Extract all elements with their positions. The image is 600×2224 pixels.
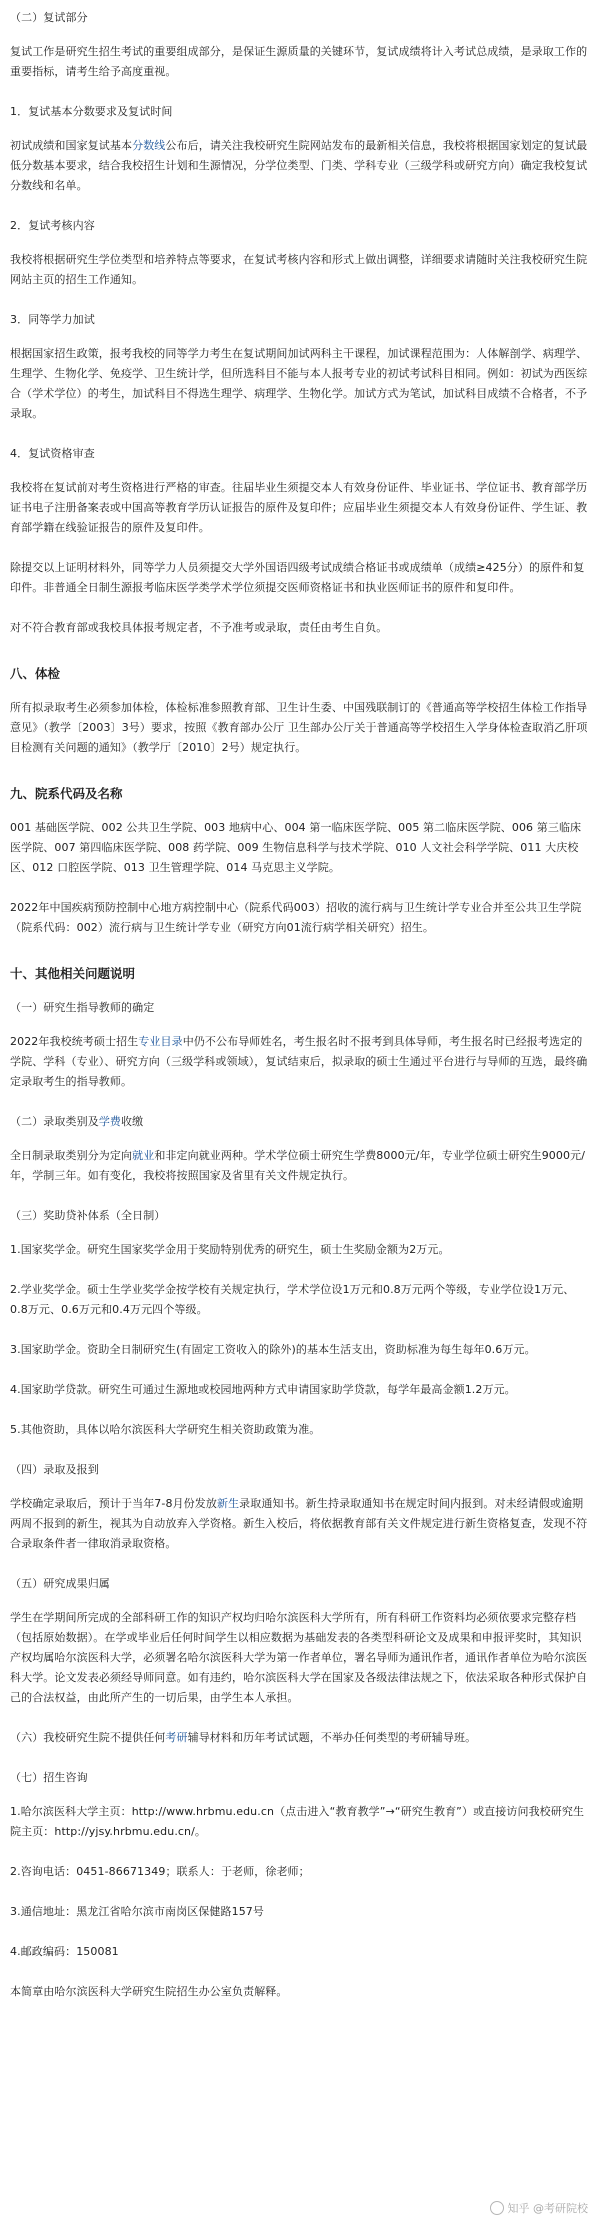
contact-homepage: 1.哈尔滨医科大学主页：http://www.hrbmu.edu.cn（点击进入“教育教学”→“研究生教育”）或直接访问我校研究生院主页：http://yjsy.hrbmu.edu.cn/。 xyxy=(10,1805,585,1838)
watermark-text: 知乎 @考研院校 xyxy=(507,2202,588,2215)
contact-postcode: 4.邮政编码：150081 xyxy=(10,1945,119,1958)
section-10-7-title: （七）招生咨询 xyxy=(10,1771,88,1784)
zhihu-logo-icon xyxy=(490,2201,504,2215)
watermark xyxy=(490,2200,589,2216)
section-10-1-title: （一）研究生指导教师的确定 xyxy=(10,1001,155,1014)
kaoyan-link[interactable]: 考研 xyxy=(165,1731,188,1744)
scholarship-item-1: 1.国家奖学金。研究生国家奖学金用于奖励特别优秀的研究生，硕士生奖励金额为2万元。 xyxy=(10,1243,450,1256)
section-10-4-text: 学校确定录取后，预计于当年7-8月份发放新生录取通知书。新生持录取通知书在规定时间内报到。对未经请假或逾期两周不报到的新生，视其为自动放弃入学资格。新生入校后，将依据教育部有关文件规定进行新生资格复查，发现不符合录取条件者一律取消录取资格。 xyxy=(10,1497,588,1550)
scholarship-item-3: 3.国家助学金。资助全日制研究生(有固定工资收入的除外)的基本生活支出，资助标准为每生每年0.6万元。 xyxy=(10,1343,536,1356)
score-line-link[interactable]: 分数线 xyxy=(132,139,166,152)
section-8-title: 八、体检 xyxy=(10,666,61,681)
footer-note: 本简章由哈尔滨医科大学研究生院招生办公室负责解释。 xyxy=(10,1985,288,1998)
section-10-4-title: （四）录取及报到 xyxy=(10,1463,99,1476)
tuition-link[interactable]: 学费 xyxy=(98,1115,122,1128)
contact-phone: 2.咨询电话：0451-86671349；联系人：于老师，徐老师； xyxy=(10,1865,310,1878)
section-10-2-text: 全日制录取类别分为定向就业和非定向就业两种。学术学位硕士研究生学费8000元/年，专业学位硕士研究生9000元/年，学制三年。如有变化，我校将按照国家及省里有关文件规定执行。 xyxy=(10,1149,586,1182)
section-9-text-2: 2022年中国疾病预防控制中心地方病控制中心（院系代码003）招收的流行病与卫生统计学专业合并至公共卫生学院（院系代码：002）流行病与卫生统计学专业（研究方向01流行病学相关研究）招生。 xyxy=(10,901,582,934)
section-10-title: 十、其他相关问题说明 xyxy=(10,966,136,981)
section-8-text: 所有拟录取考生必须参加体检，体检标准参照教育部、卫生计生委、中国残联制订的《普通高等学校招生体检工作指导意见》（教学〔2003〕3号）要求，按照《教育部办公厅 卫生部办公厅关于普通高等学校招生入学身体检查取消乙肝项目检测有关问题的通知》（教学厅〔2010〕2号）规定执行。 xyxy=(10,701,588,754)
section-2-4-title: 4．复试资格审查 xyxy=(10,447,95,460)
contact-address: 3.通信地址：黑龙江省哈尔滨市南岗区保健路157号 xyxy=(10,1905,264,1918)
section-10-5-title: （五）研究成果归属 xyxy=(10,1577,110,1590)
section-2-title: （二）复试部分 xyxy=(10,11,88,24)
scholarship-item-4: 4.国家助学贷款。研究生可通过生源地或校园地两种方式申请国家助学贷款，每学年最高金额1.2万元。 xyxy=(10,1383,516,1396)
section-10-3-title: （三）奖助贷补体系（全日制） xyxy=(10,1209,166,1222)
new-student-link[interactable]: 新生 xyxy=(216,1497,240,1510)
section-10-2-title: （二）录取类别及学费收缴 xyxy=(10,1115,144,1128)
section-9-title: 九、院系代码及名称 xyxy=(10,786,123,801)
section-10-5-text: 学生在学期间所完成的全部科研工作的知识产权均归哈尔滨医科大学所有，所有科研工作资料均必须依要求完整存档（包括原始数据）。在学或毕业后任何时间学生以相应数据为基础发表的各类型科研论文及成果和申报评奖时，其知识产权均属哈尔滨医科大学，必须署名哈尔滨医科大学为第一作者单位，署名导师为通讯作者，通讯作者单位为哈尔滨医科大学。论文发表必须经导师同意。如有违约，哈尔滨医科大学在国家及各级法律法规之下，依法采取各种形式保护自己的合法权益，由此所产生的一切后果，由学生本人承担。 xyxy=(10,1611,588,1704)
section-9-text-1: 001 基础医学院、002 公共卫生学院、003 地病中心、004 第一临床医学院、005 第二临床医学院、006 第三临床医学院、007 第四临床医学院、008 药学院、009 生物信息科学与技术学院、010 人文社会科学学院、011 大庆校区、012 口腔医学院、013 卫生管理学院、014 马克思主义学院。 xyxy=(10,821,582,874)
scholarship-item-2: 2.学业奖学金。硕士生学业奖学金按学校有关规定执行，学术学位设1万元和0.8万元两个等级，专业学位设1万元、0.8万元、0.6万元和0.4万元四个等级。 xyxy=(10,1283,575,1316)
scholarship-item-5: 5.其他资助，具体以哈尔滨医科大学研究生相关资助政策为准。 xyxy=(10,1423,321,1436)
section-2-1-text: 初试成绩和国家复试基本分数线公布后，请关注我校研究生院网站发布的最新相关信息，我校将根据国家划定的复试最低分数基本要求，结合我校招生计划和生源情况，分学位类型、门类、学科专业（三级学科或研究方向）确定我校复试分数线和名单。 xyxy=(10,139,588,192)
section-2-3-text: 根据国家招生政策，报考我校的同等学力考生在复试期间加试两科主干课程，加试课程范围为：人体解剖学、病理学、生理学、生物化学、免疫学、卫生统计学，但所选科目不能与本人报考专业的初试考试科目相同。例如：初试为西医综合（学术学位）的考生，加试科目不得选生理学、病理学、生物化学。加试方式为笔试，加试科目成绩不合格者，不予录取。 xyxy=(10,347,588,420)
section-2-3-title: 3．同等学力加试 xyxy=(10,313,95,326)
section-2-intro: 复试工作是研究生招生考试的重要组成部分，是保证生源质量的关键环节，复试成绩将计入考试总成绩，是录取工作的重要指标，请考生给予高度重视。 xyxy=(10,45,588,78)
employment-link[interactable]: 就业 xyxy=(132,1149,155,1162)
section-10-1-text: 2022年我校统考硕士招生专业目录中仍不公布导师姓名，考生报名时不报考到具体导师，考生报名时已经报考选定的学院、学科（专业）、研究方向（三级学科或领域），复试结束后，拟录取的硕士生通过平台进行与导师的互选，最终确定录取考生的指导教师。 xyxy=(10,1035,588,1088)
section-10-6-text: （六）我校研究生院不提供任何考研辅导材料和历年考试试题，不举办任何类型的考研辅导班。 xyxy=(10,1731,477,1744)
section-2-4-text-1: 我校将在复试前对考生资格进行严格的审查。往届毕业生须提交本人有效身份证件、毕业证书、学位证书、教育部学历证书电子注册备案表或中国高等教育学历认证报告的原件及复印件；应届毕业生须提交本人有效身份证件、学生证、教育部学籍在线验证报告的原件及复印件。 xyxy=(10,481,588,534)
section-2-2-text: 我校将根据研究生学位类型和培养特点等要求，在复试考核内容和形式上做出调整，详细要求请随时关注我校研究生院网站主页的招生工作通知。 xyxy=(10,253,588,286)
section-2-4-text-3: 对不符合教育部或我校具体报考规定者，不予准考或录取，责任由考生自负。 xyxy=(10,621,388,634)
section-2-1-title: 1．复试基本分数要求及复试时间 xyxy=(10,105,173,118)
program-catalog-link[interactable]: 专业目录 xyxy=(138,1035,183,1048)
section-2-4-text-2: 除提交以上证明材料外，同等学力人员须提交大学外国语四级考试成绩合格证书或成绩单（成绩≥425分）的原件和复印件。非普通全日制生源报考临床医学类学术学位须提交医师资格证书和执业医师证书的原件和复印件。 xyxy=(10,561,585,594)
section-2-2-title: 2．复试考核内容 xyxy=(10,219,95,232)
